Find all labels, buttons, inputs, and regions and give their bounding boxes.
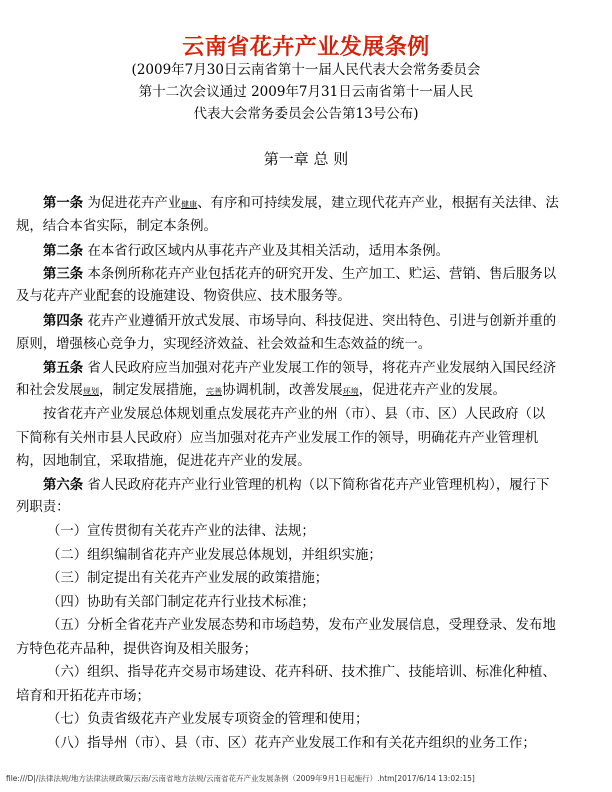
article-5-line-1 xyxy=(43,357,556,380)
subtitle-line-1: (2009年7月30日云南省第十一届人民代表大会常务委员会 xyxy=(131,62,481,78)
article-5-text-a: 和社会发展 xyxy=(16,383,83,398)
article-5-para-2-line-3: 构，因地制宜，采取措施，促进花卉产业的发展。 xyxy=(16,454,311,469)
list-item: （八）指导州（市）、县（市、区）花卉产业发展工作和有关花卉组织的业务工作； xyxy=(47,736,536,751)
article-6-text: 省人民政府花卉产业行业管理的机构（以下简称省花卉产业管理机构），履行下 xyxy=(87,478,550,493)
article-1-label: 第一条 xyxy=(43,195,84,211)
list-item: （三）制定提出有关花卉产业发展的政策措施； xyxy=(47,571,329,586)
list-item-cont: 方特色花卉品种，提供咨询及相关服务； xyxy=(16,642,258,657)
article-5-text: 省人民政府应当加强对花卉产业发展工作的领导，将花卉产业发展纳入国民经济 xyxy=(87,361,557,376)
article-1-text-cont: 、有序和可持续发展，建立现代花卉产业，根据有关法律、法 xyxy=(197,196,559,211)
document-title: 云南省花卉产业发展条例 xyxy=(182,34,430,60)
list-item: （四）协助有关部门制定花卉行业技术标准； xyxy=(47,595,315,610)
article-4-line-2: 原则，增强核心竞争力，实现经济效益、社会效益和生态效益的统一。 xyxy=(16,337,432,352)
article-3-line-1 xyxy=(43,263,556,286)
article-1-line-1 xyxy=(43,192,559,216)
list-item: （七）负责省级花卉产业发展专项资金的管理和使用； xyxy=(47,712,369,727)
article-5-text-b: ，制定发展措施， xyxy=(98,383,207,398)
list-item: （二）组织编制省花卉产业发展总体规划，并组织实施； xyxy=(47,548,382,563)
article-4-line-1 xyxy=(43,310,556,333)
article-6-line-1 xyxy=(43,474,549,497)
article-6-label: 第六条 xyxy=(43,477,84,493)
file-path-footer: file:///D|/法律法规/地方法律法规政策/云南/云南省地方法规/云南省花卉产业发展条例（2009年9月1日起施行）.htm[2017/6/14 13:02:15] xyxy=(6,774,475,783)
subtitle-line-3: 代表大会常务委员会公告第13号公布) xyxy=(193,106,419,122)
chapter-heading: 第一章 总 则 xyxy=(263,150,349,168)
article-4-text: 花卉产业遵循开放式发展、市场导向、科技促进、突出特色、引进与创新并重的 xyxy=(87,314,557,329)
article-3-line-2: 及与花卉产业配套的设施建设、物资供应、技术服务等。 xyxy=(16,289,351,304)
article-5-label: 第五条 xyxy=(43,360,84,376)
annotation-note: 环境 xyxy=(342,387,359,396)
article-2 xyxy=(43,240,449,263)
list-item: （一）宣传贯彻有关花卉产业的法律、法规； xyxy=(47,524,315,539)
annotation-note: 健康 xyxy=(181,200,198,209)
article-4-label: 第四条 xyxy=(43,313,84,329)
list-item: （五）分析全省花卉产业发展态势和市场趋势，发布产业发展信息，受理登录、发布地 xyxy=(47,618,556,633)
article-5-text-c: 协调机制，改善发展 xyxy=(222,383,343,398)
article-3-text: 本条例所称花卉产业包括花卉的研究开发、生产加工、贮运、营销、售后服务以 xyxy=(87,267,557,282)
list-item: （六）组织、指导花卉交易市场建设、花卉科研、技术推广、技能培训、标准化种植、 xyxy=(47,665,556,680)
article-2-label: 第二条 xyxy=(43,243,84,259)
article-2-text: 在本省行政区域内从事花卉产业及其相关活动，适用本条例。 xyxy=(87,244,449,259)
subtitle-line-2: 第十二次会议通过 2009年7月31日云南省第十一届人民 xyxy=(138,84,474,100)
list-item-cont: 培育和开拓花卉市场； xyxy=(16,689,150,704)
article-5-para-2-line-1: 按省花卉产业发展总体规划重点发展花卉产业的州（市）、县（市、区）人民政府（以 xyxy=(43,407,546,422)
article-5-line-2 xyxy=(16,380,506,403)
annotation-note: 规划 xyxy=(82,387,99,396)
article-5-para-2-line-2: 下简称有关州市县人民政府）应当加强对花卉产业发展工作的领导，明确花卉产业管理机 xyxy=(16,431,539,446)
article-1-text: 为促进花卉产业 xyxy=(87,196,182,211)
article-3-label: 第三条 xyxy=(43,266,84,282)
annotation-note: 完善 xyxy=(206,387,223,396)
article-6-line-2: 列职责： xyxy=(16,500,70,515)
article-5-text-d: ，促进花卉产业的发展。 xyxy=(358,383,506,398)
article-1-line-2: 规，结合本省实际，制定本条例。 xyxy=(16,219,217,234)
